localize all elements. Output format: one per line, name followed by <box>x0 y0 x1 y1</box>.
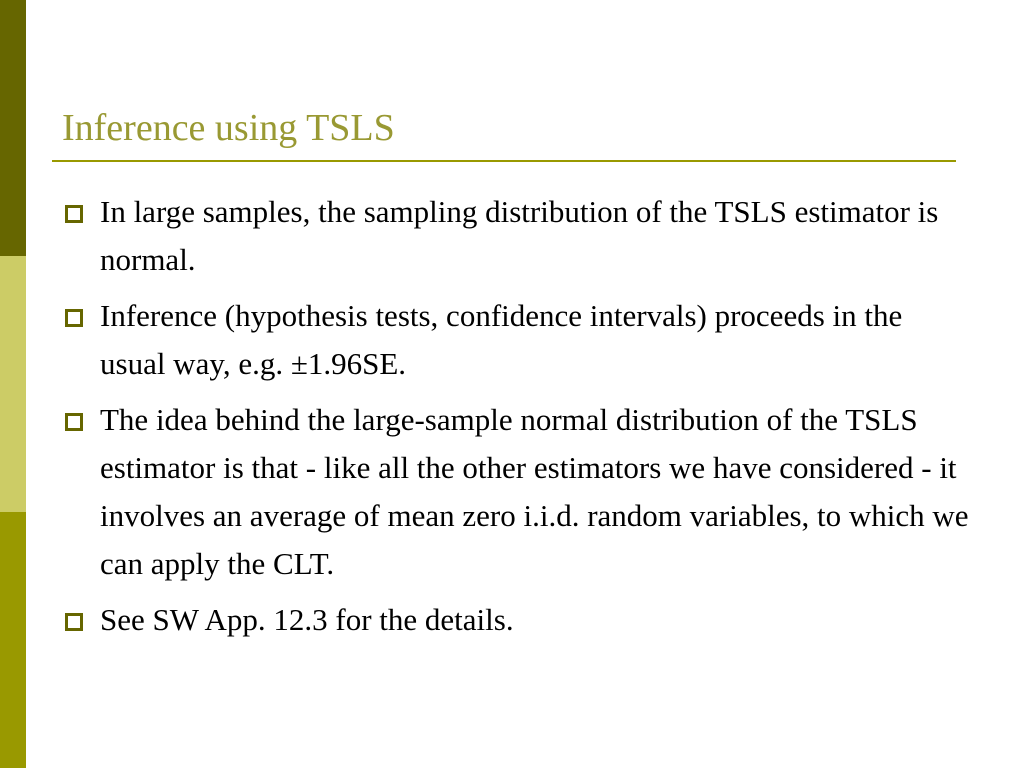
hollow-square-bullet-icon <box>65 309 83 327</box>
bullet-text: Inference (hypothesis tests, confidence intervals) proceeds in the usual way, e.g. ±1.96SE. <box>100 298 903 381</box>
bullet-text: In large samples, the sampling distribution of the TSLS estimator is normal. <box>100 194 939 277</box>
side-bar-middle-segment <box>0 256 26 512</box>
bullet-text: See SW App. 12.3 for the details. <box>100 602 514 637</box>
bullet-list <box>62 188 972 652</box>
bullet-item <box>62 188 972 284</box>
bullet-item <box>62 596 972 644</box>
bullet-text: The idea behind the large-sample normal distribution of the TSLS estimator is that - like all the other estimators we have considered - it involves an average of mean zero i.i.d. random variables, to which we can apply the CLT. <box>100 402 969 581</box>
bullet-item <box>62 396 972 588</box>
slide-title: Inference using TSLS <box>62 107 395 149</box>
side-accent-bar <box>0 0 26 768</box>
side-bar-top-segment <box>0 0 26 256</box>
hollow-square-bullet-icon <box>65 413 83 431</box>
hollow-square-bullet-icon <box>65 205 83 223</box>
hollow-square-bullet-icon <box>65 613 83 631</box>
side-bar-bottom-segment <box>0 512 26 768</box>
bullet-item <box>62 292 972 388</box>
title-underline <box>52 160 956 162</box>
